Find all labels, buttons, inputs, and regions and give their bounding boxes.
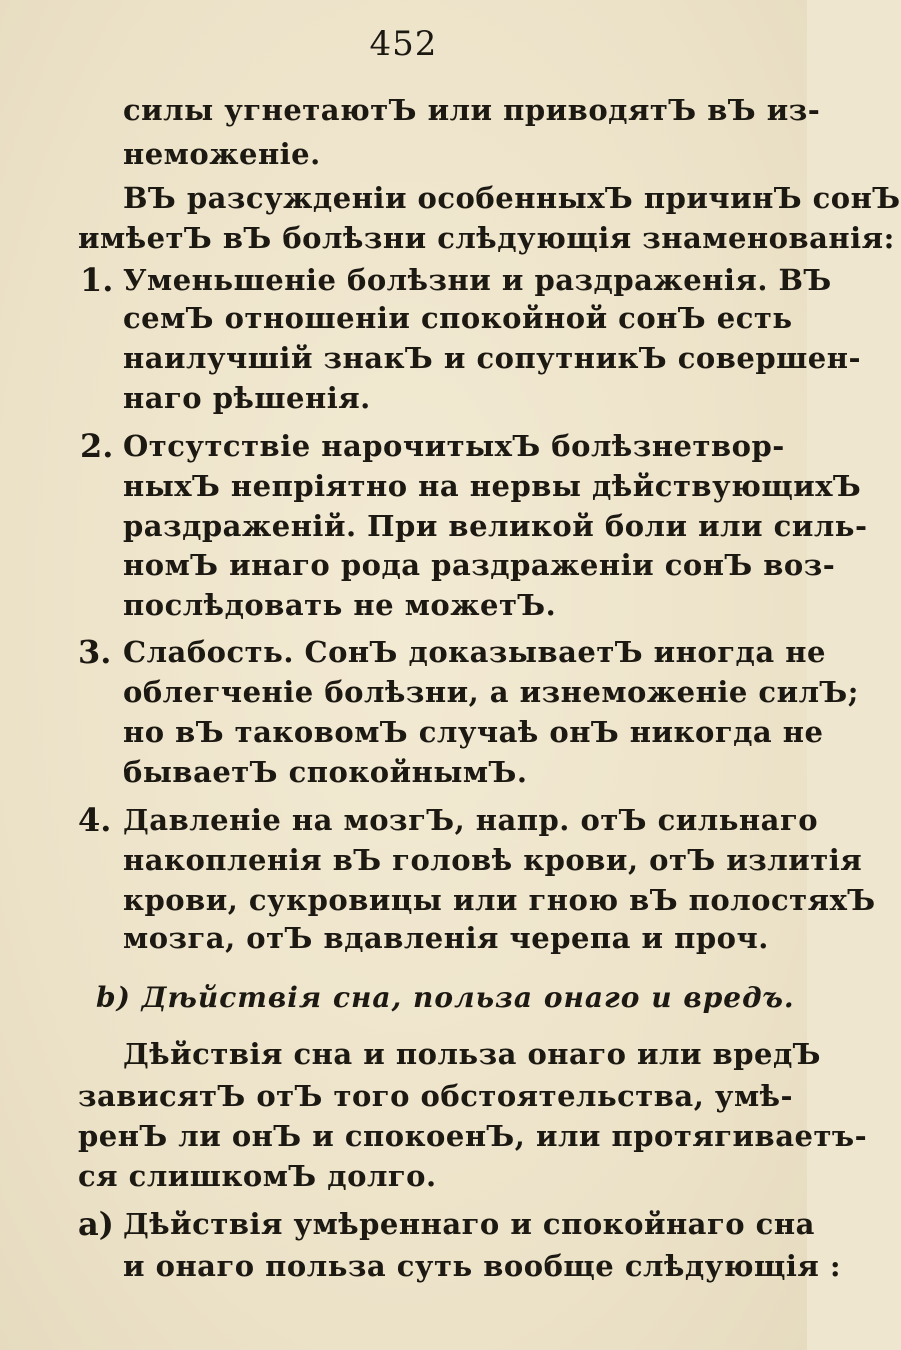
text-line: Слабость. СонЪ доказываетЪ иногда не	[123, 635, 826, 669]
list-marker: 2.	[80, 427, 114, 465]
text-line: раздраженій. При великой боли или силь-	[123, 509, 868, 543]
text-line: бываетЪ спокойнымЪ.	[123, 755, 528, 789]
list-marker: 3.	[78, 633, 112, 671]
text-line: послѣдовать не можетЪ.	[123, 588, 557, 622]
text-line: Отсутствіе нарочитыхЪ болѣзнетвор-	[123, 429, 785, 463]
text-line: ренЪ ли онЪ и спокоенЪ, или протягиваетъ-	[78, 1119, 868, 1153]
text-line: зависятЪ отЪ того обстоятельства, умѣ-	[78, 1079, 794, 1113]
text-line: мозга, отЪ вдавленія черепа и проч.	[123, 921, 769, 955]
text-line: Дѣйствія умѣреннаго и спокойнаго сна	[123, 1207, 815, 1241]
text-line: ся слишкомЪ долго.	[78, 1159, 437, 1193]
text-line: накопленія вЪ головѣ крови, отЪ излитія	[123, 843, 863, 877]
list-marker: 4.	[78, 801, 112, 839]
section-heading: b) Дѣйствія сна, польза онаго и вредъ.	[96, 981, 795, 1014]
list-marker: a)	[78, 1205, 114, 1243]
text-line: номЪ инаго рода раздраженіи сонЪ воз-	[123, 548, 836, 582]
text-line: Давленіе на мозгЪ, напр. отЪ сильнаго	[123, 803, 819, 837]
text-line: крови, сукровицы или гною вЪ полостяхЪ	[123, 883, 876, 917]
page-number: 452	[369, 24, 438, 64]
text-line: Дѣйствія сна и польза онаго или вредЪ	[123, 1037, 822, 1071]
text-line: силы угнетаютЪ или приводятЪ вЪ из-	[123, 93, 821, 127]
text-line: наго рѣшенія.	[123, 381, 371, 415]
text-line: Уменьшеніе болѣзни и раздраженія. ВЪ	[123, 263, 832, 297]
text-line: и онаго польза суть вообще слѣдующія :	[123, 1249, 842, 1283]
text-line: ныхЪ непріятно на нервы дѣйствующихЪ	[123, 469, 862, 503]
text-line: но вЪ таковомЪ случаѣ онЪ никогда не	[123, 715, 824, 749]
list-marker: 1.	[80, 261, 114, 299]
text-line: ВЪ разсужденіи особенныхЪ причинЪ сонЪ	[123, 181, 901, 215]
text-line: облегченіе болѣзни, а изнеможеніе силЪ;	[123, 675, 859, 709]
text-line: неможеніе.	[123, 137, 321, 171]
text-line: наилучшій знакЪ и сопутникЪ совершен-	[123, 341, 861, 375]
text-line: семЪ отношеніи спокойной сонЪ есть	[123, 301, 793, 335]
text-line: имѣетЪ вЪ болѣзни слѣдующія знаменованія:	[78, 221, 895, 255]
